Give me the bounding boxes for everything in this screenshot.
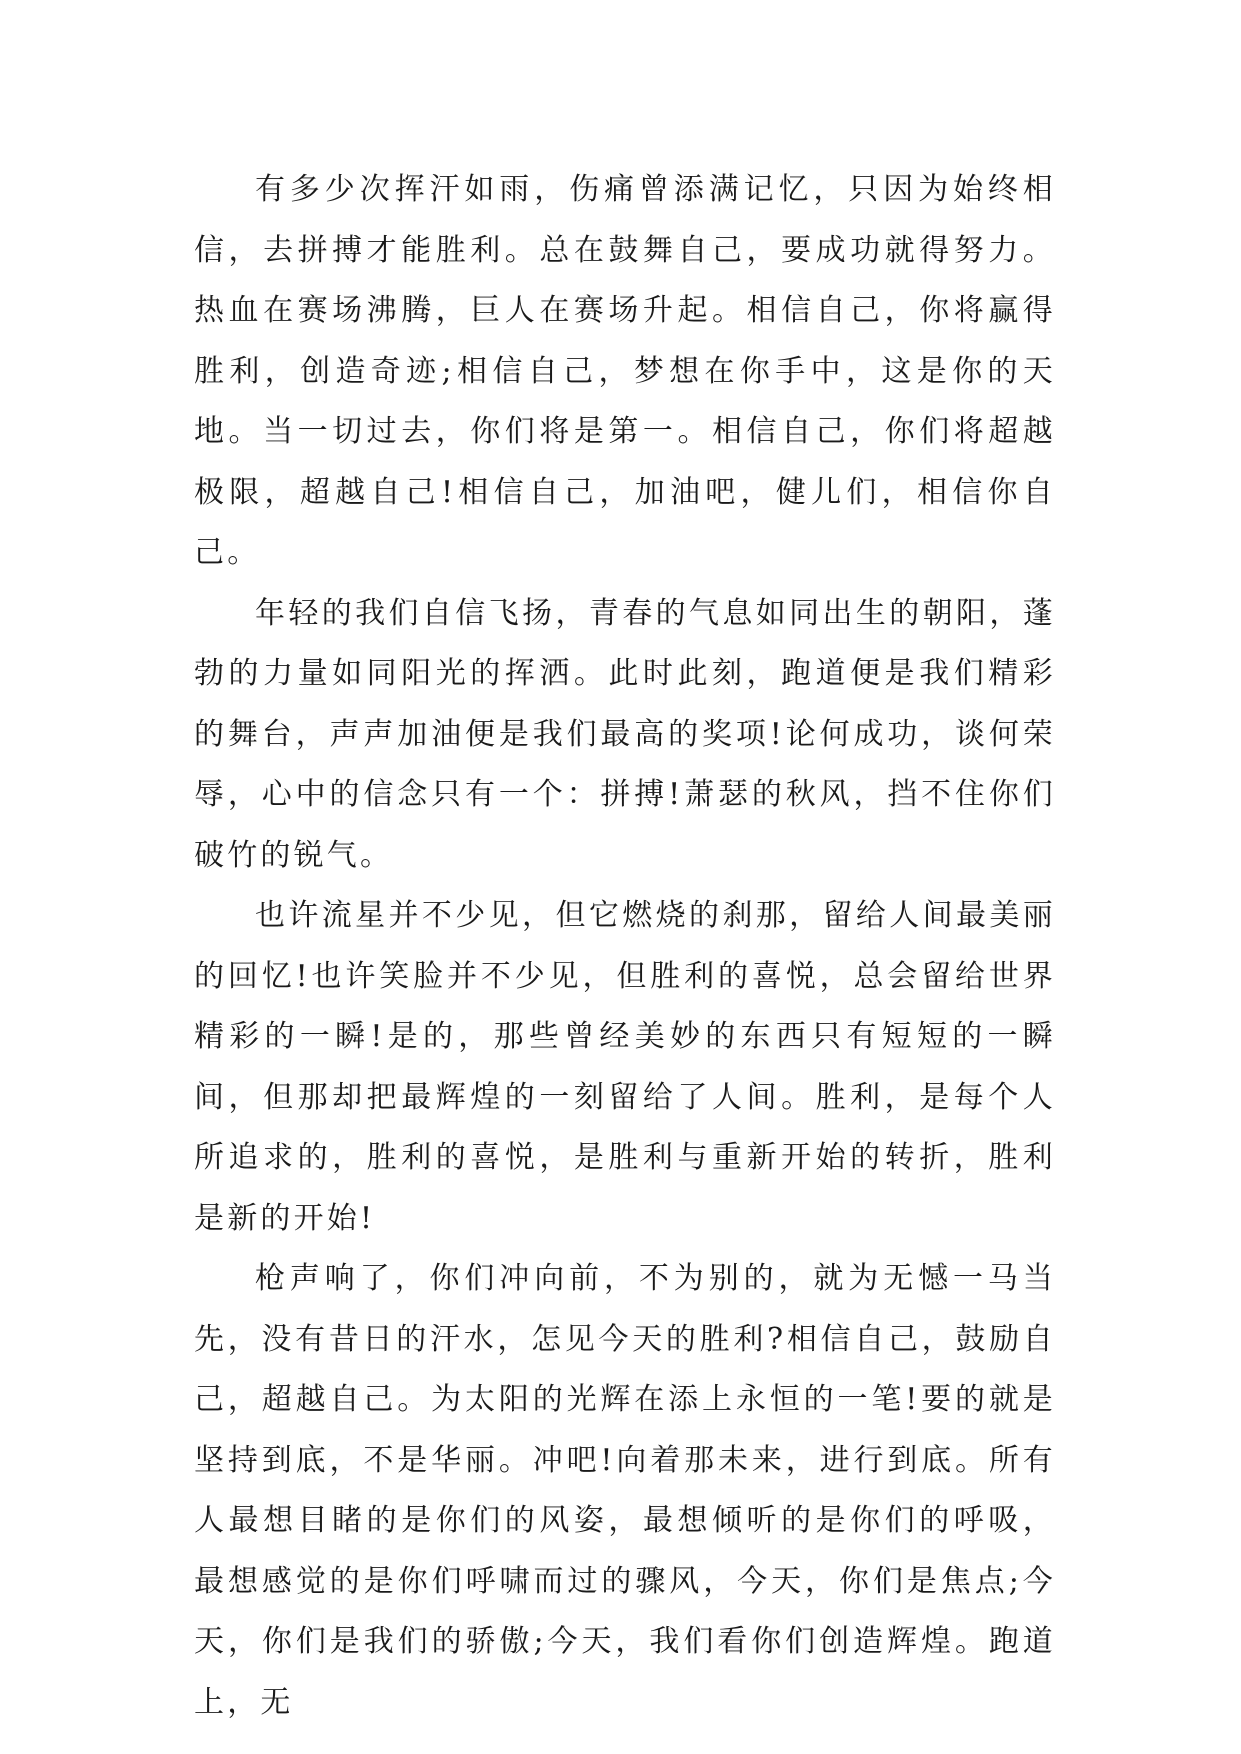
paragraph: 枪声响了，你们冲向前，不为别的，就为无憾一马当先，没有昔日的汗水，怎见今天的胜利?相信自己，鼓励自己，超越自己。为太阳的光辉在添上永恒的一笔!要的就是坚持到底，不是华丽。冲吧!向着那未来，进行到底。所有人最想目睹的是你们的风姿，最想倾听的是你们的呼吸，最想感觉的是你们呼啸而过的骤风，今天，你们是焦点;今天，你们是我们的骄傲;今天，我们看你们创造辉煌。跑道上，无	[194, 1261, 1056, 1720]
body-text	[194, 160, 1056, 1733]
paragraph: 年轻的我们自信飞扬，青春的气息如同出生的朝阳，蓬勃的力量如同阳光的挥洒。此时此刻，跑道便是我们精彩的舞台，声声加油便是我们最高的奖项!论何成功，谈何荣辱，心中的信念只有一个：拼搏!萧瑟的秋风，挡不住你们破竹的锐气。	[194, 595, 1056, 873]
paragraph: 有多少次挥汗如雨，伤痛曾添满记忆，只因为始终相信，去拼搏才能胜利。总在鼓舞自己，要成功就得努力。热血在赛场沸腾，巨人在赛场升起。相信自己，你将赢得胜利，创造奇迹;相信自己，梦想在你手中，这是你的天地。当一切过去，你们将是第一。相信自己，你们将超越极限，超越自己!相信自己，加油吧，健儿们，相信你自己。	[194, 172, 1056, 570]
paragraph: 也许流星并不少见，但它燃烧的刹那，留给人间最美丽的回忆!也许笑脸并不少见，但胜利的喜悦，总会留给世界精彩的一瞬!是的，那些曾经美妙的东西只有短短的一瞬间，但那却把最辉煌的一刻留给了人间。胜利，是每个人所追求的，胜利的喜悦，是胜利与重新开始的转折，胜利是新的开始!	[194, 898, 1056, 1236]
